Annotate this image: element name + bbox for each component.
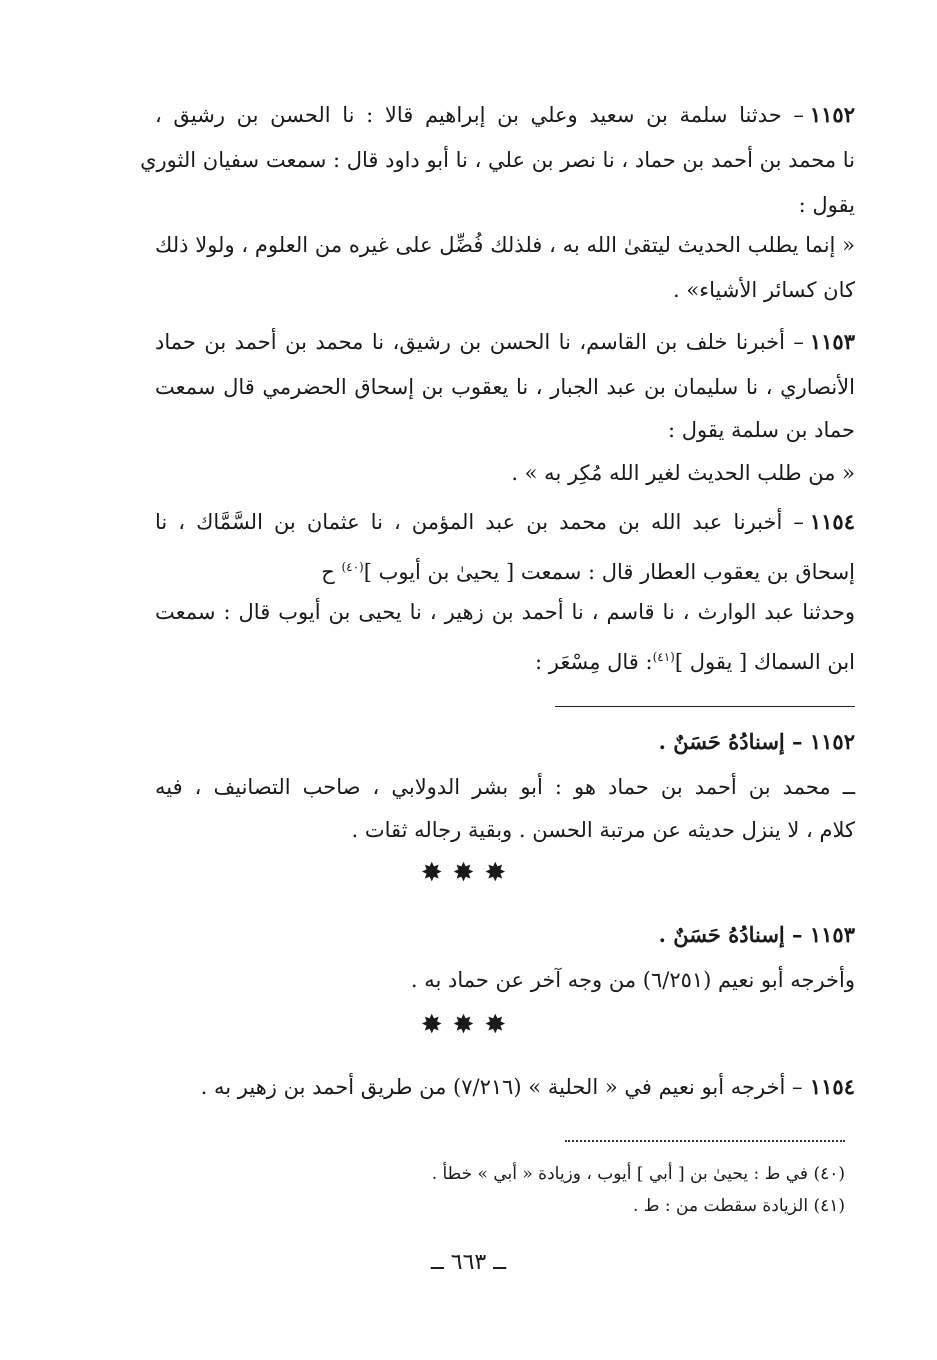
section-divider	[555, 706, 855, 707]
hadith-1153-line-1: ١١٥٣– أخبرنا خلف بن القاسم، نا الحسن بن رشيق، نا محمد بن أحمد بن حماد	[155, 329, 855, 354]
page-number: ــ ٦٦٣ ــ	[430, 1250, 507, 1275]
hadith-1154-line-2: إسحاق بن يعقوب العطار قال : سمعت [ يحيىٰ بن أيوب ]$^{(٤٠)}$ ح	[321, 560, 855, 584]
hadith-1154-line-1: ١١٥٤– أخبرنا عبد الله بن محمد بن عبد المؤمن ، نا عثمان بن السَّمَّاك ، نا	[155, 509, 855, 534]
hadith-1153-line-4: « من طلب الحديث لغير الله مُكِر به » .	[511, 461, 855, 485]
footnote-40: (٤٠) في ط : يحيىٰ بن [ أبي ] أيوب ، وزيادة « أبي » خطأ .	[431, 1164, 845, 1184]
hadith-1152-line-3: يقول :	[798, 193, 855, 217]
commentary-1153-line-1: وأخرجه أبو نعيم (٦/٢٥١) من وجه آخر عن حماد به .	[410, 968, 855, 992]
footnote-divider	[565, 1140, 845, 1142]
star-separator: ✸✸✸	[420, 1010, 517, 1040]
star-separator: ✸✸✸	[420, 858, 517, 888]
commentary-1152-line-1: ــ محمد بن أحمد بن حماد هو : أبو بشر الدولابي ، صاحب التصانيف ، فيه	[155, 775, 855, 799]
hadith-number: ١١٥٤	[809, 509, 855, 534]
footnote-41: (٤١) الزيادة سقطت من : ط .	[632, 1196, 845, 1216]
hadith-number: ١١٥٣	[809, 329, 855, 354]
hadith-1153-line-2: الأنصاري ، نا سليمان بن عبد الجبار ، نا يعقوب بن إسحاق الحضرمي قال سمعت	[155, 375, 855, 399]
hadith-1152-line-5: كان كسائر الأشياء» .	[673, 278, 855, 302]
commentary-1152-heading: ١١٥٢ – إسنادُهُ حَسَنٌ .	[658, 729, 855, 754]
commentary-1154-line-1: ١١٥٤ – أخرجه أبو نعيم في « الحلية » (٧/٢١٦) من طريق أحمد بن زهير به .	[200, 1074, 855, 1099]
hadith-1154-line-3: وحدثنا عبد الوارث ، نا قاسم ، نا أحمد بن زهير ، نا يحيى بن أيوب قال : سمعت	[155, 600, 855, 624]
footnote-ref: (٤٠)	[341, 560, 364, 574]
hadith-1152-line-4: « إنما يطلب الحديث ليتقىٰ الله به ، فلذلك فُضِّل على غيره من العلوم ، ولولا ذلك	[155, 233, 855, 257]
hadith-1154-line-4: ابن السماك [ يقول ]$^{(٤١)}$: قال مِسْعَر :	[535, 650, 855, 674]
hadith-1152-line-2: نا محمد بن أحمد بن حماد ، نا نصر بن علي ، نا أبو داود قال : سمعت سفيان الثوري	[140, 148, 855, 172]
commentary-1153-heading: ١١٥٣ – إسنادُهُ حَسَنٌ .	[658, 922, 855, 947]
hadith-number: ١١٥٢	[809, 102, 855, 127]
footnote-ref: (٤١)	[652, 650, 675, 664]
commentary-1152-line-2: كلام ، لا ينزل حديثه عن مرتبة الحسن . وبقية رجاله ثقات .	[351, 818, 855, 842]
hadith-1152-line-1: ١١٥٢– حدثنا سلمة بن سعيد وعلي بن إبراهيم قالا : نا الحسن بن رشيق ،	[155, 102, 855, 127]
hadith-1153-line-3: حماد بن سلمة يقول :	[667, 418, 855, 442]
